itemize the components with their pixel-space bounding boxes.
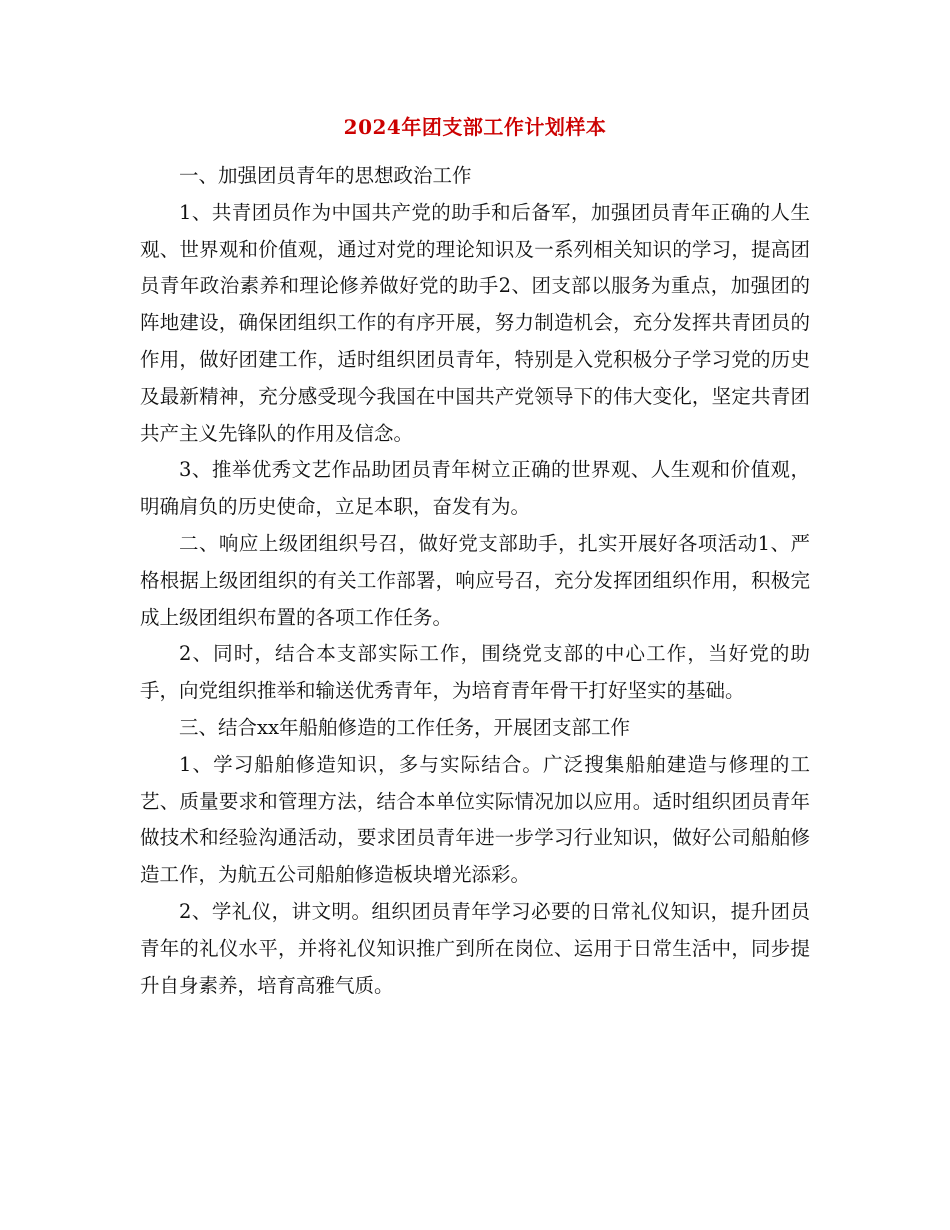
document-body [140, 158, 810, 1004]
paragraph-section-2-heading: 二、响应上级团组织号召，做好党支部助手，扎实开展好各项活动1、严格根据上级团组织的有关工作部署，响应号召，充分发挥团组织作用，积极完成上级团组织布置的各项工作任务。 [140, 531, 810, 629]
paragraph-section-3-heading: 三、结合xx年船舶修造的工作任务，开展团支部工作 [179, 715, 630, 739]
paragraph-1-1: 1、共青团员作为中国共产党的助手和后备军，加强团员青年正确的人生观、世界观和价值观，通过对党的理论知识及一系列相关知识的学习，提高团员青年政治素养和理论修养做好党的助手2、团支部以服务为重点，加强团的阵地建设，确保团组织工作的有序开展，努力制造机会，充分发挥共青团员的作用，做好团建工作，适时组织团员青年，特别是入党积极分子学习党的历史及最新精神，充分感受现今我国在中国共产党领导下的伟大变化，坚定共青团共产主义先锋队的作用及信念。 [140, 200, 810, 445]
document-title: 2024年团支部工作计划样本 [343, 115, 607, 139]
paragraph-section-1-heading: 一、加强团员青年的思想政治工作 [179, 164, 472, 187]
paragraph-1-3: 3、推举优秀文艺作品助团员青年树立正确的世界观、人生观和价值观，明确肩负的历史使命，立足本职，奋发有为。 [140, 458, 810, 519]
paragraph-2-2: 2、同时，结合本支部实际工作，围绕党支部的中心工作，当好党的助手，向党组织推举和输送优秀青年，为培育青年骨干打好坚实的基础。 [140, 642, 810, 703]
paragraph-3-2: 2、学礼仪，讲文明。组织团员青年学习必要的日常礼仪知识，提升团员青年的礼仪水平，并将礼仪知识推广到所在岗位、运用于日常生活中，同步提升自身素养，培育高雅气质。 [140, 899, 810, 997]
paragraph-3-1: 1、学习船舶修造知识，多与实际结合。广泛搜集船舶建造与修理的工艺、质量要求和管理方法，结合本单位实际情况加以应用。适时组织团员青年做技术和经验沟通活动，要求团员青年进一步学习行业知识，做好公司船舶修造工作，为航五公司船舶修造板块增光添彩。 [140, 752, 810, 887]
